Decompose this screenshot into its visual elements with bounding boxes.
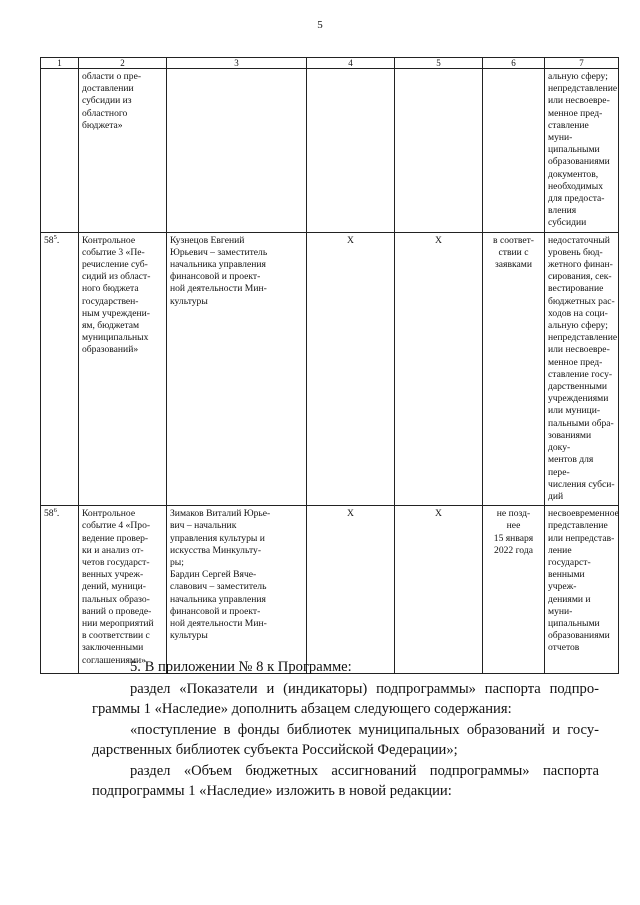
cell-col4 — [307, 69, 395, 233]
cell-deadline-text: не позд- нее 15 января 2022 года — [493, 508, 534, 556]
header-col-3: 3 — [167, 58, 307, 69]
cell-responsible-text: Кузнецов Евгений Юрьевич – заместитель начальника управления финансовой и проект- ной деятельности Мин- культуры — [170, 234, 268, 307]
cell-number: $58^5$. — [41, 232, 79, 505]
cell-deadline — [483, 506, 545, 674]
cell-risks — [545, 232, 619, 505]
cell-responsible — [167, 69, 307, 233]
header-col-1: 1 — [41, 58, 79, 69]
cell-col4-text: X — [347, 508, 354, 520]
cell-number-text: 58 — [44, 234, 54, 246]
cell-risks-text: недостаточный уровень бюд- жетного финан- сирования, сек- вестирование бюджетных рас- ходов на соци- альную сферу; непредставление или несвоевре- менное пред- ставление госу- дарственными учреждениями или муници- пальными обра- зованиями доку- ментов для пере- числения субси- дий — [548, 234, 618, 502]
cell-event — [79, 232, 167, 505]
cell-event — [79, 69, 167, 233]
paragraph-budget: раздел «Объем бюджетных ассигнований подпрограммы» паспорта подпрограммы 1 «Наследие» изложить в новой редакции: — [92, 763, 599, 799]
table-row — [41, 506, 619, 674]
cell-risks-text: альную сферу; непредставление или несвоевре- менное пред- ставление муни- ципальными образованиями документов, необходимых для предоста- вления субсидии — [548, 71, 618, 229]
cell-deadline — [483, 69, 545, 233]
cell-number: $58^6$. — [41, 506, 79, 674]
table-row — [41, 232, 619, 505]
cell-event-text: Контрольное событие 3 «Пе- речисление суб- сидий из област- ного бюджета государствен- ным учреждени- ям, бюджетам муниципальных образований» — [82, 234, 151, 356]
cell-col5 — [395, 69, 483, 233]
header-col-4: 4 — [307, 58, 395, 69]
cell-risks — [545, 69, 619, 233]
cell-col4-text: X — [347, 234, 354, 246]
cell-col5-text: X — [435, 508, 442, 520]
cell-number-superscript: 6 — [53, 506, 57, 514]
cell-event-text: области о пре- доставлении субсидии из областного бюджета» — [82, 71, 142, 131]
paragraph-quote: «поступление в фонды библиотек муниципальных образований и госу-дарственных библиотек субъекта Российской Федерации»; — [92, 722, 599, 758]
header-col-2: 2 — [79, 58, 167, 69]
cell-col4 — [307, 232, 395, 505]
cell-event-text: Контрольное событие 4 «Про- ведение провер- ки и анализ от- четов государст- венных учреж- дений, муници- пальных образо- ваний о проведе- нии мероприятий в соответствии с заключенными соглашениями» — [82, 508, 154, 666]
cell-number-text: 58 — [44, 508, 54, 520]
cell-col5-text: X — [435, 234, 442, 246]
header-col-6: 6 — [483, 58, 545, 69]
section-5-heading: 5. В приложении № 8 к Программе: — [130, 659, 352, 675]
events-table — [40, 57, 619, 674]
table-row — [41, 69, 619, 233]
cell-event — [79, 506, 167, 674]
page-number: 5 — [317, 19, 323, 31]
table-header-row — [41, 58, 619, 69]
cell-col5 — [395, 506, 483, 674]
header-col-5: 5 — [395, 58, 483, 69]
cell-risks — [545, 506, 619, 674]
cell-responsible-text: Зимаков Виталий Юрье- вич – начальник управления культуры и искусства Минкульту- ры; Бардин Сергей Вяче- славович – заместитель начальника управления финансовой и проект- ной деятельности Мин- культуры — [170, 508, 271, 642]
cell-col5 — [395, 232, 483, 505]
header-col-7: 7 — [545, 58, 619, 69]
cell-responsible — [167, 506, 307, 674]
cell-number — [41, 69, 79, 233]
cell-deadline-text: в соответ- ствии с заявками — [493, 234, 534, 271]
cell-number-superscript: 5 — [53, 233, 57, 241]
cell-deadline — [483, 232, 545, 505]
paragraph-indicators: раздел «Показатели и (индикаторы) подпрограммы» паспорта подпро-граммы 1 «Наследие» дополнить абзацем следующего содержания: — [92, 681, 599, 717]
cell-responsible — [167, 232, 307, 505]
cell-risks-text: несвоевременное представление или непредстав- ление государст- венными учреж- дениями и муни- ципальными образованиями отчетов — [548, 508, 619, 654]
cell-col4 — [307, 506, 395, 674]
